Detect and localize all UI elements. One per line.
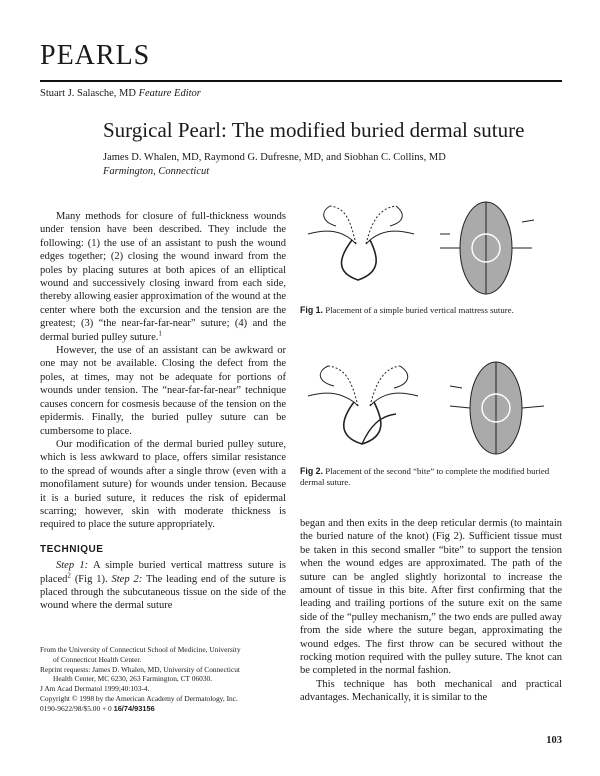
citation: J Am Acad Dermatol 1999;40:103-4. <box>40 684 150 694</box>
affiliation-line-1: From the University of Connecticut School of Medicine, University <box>40 645 241 654</box>
paragraph-1: Many methods for closure of full-thickness wounds under tension have been described. They include the following: (1) the use of an assistant to push the wound edges together; (2) closing the wound inward from the poles by placing sutures at both apices of an elliptical wound and successively closing inward from each side, thereby allowing easier approximation of the wound at the center where both the excursion and the tension are the greatest; (3) “the near-far-far-near” suture; (4) and the dermal buried pulley suture.$^1$ <box>40 211 286 343</box>
figure-2-illustration <box>300 356 562 456</box>
figure-1-illustration <box>300 200 562 296</box>
page-number: 103 <box>546 735 562 746</box>
affiliation-line-2: of Connecticut Health Center. <box>53 654 142 664</box>
left-column <box>40 210 286 613</box>
reference-1: 1 <box>158 329 162 338</box>
issn-code: 16/74/93156 <box>113 703 155 713</box>
article-authors: James D. Whalen, MD, Raymond G. Dufresne, MD, and Siobhan C. Collins, MD <box>103 152 446 163</box>
reference-2: 2 <box>67 571 71 580</box>
section-heading-technique: TECHNIQUE <box>40 543 104 555</box>
right-column <box>300 517 562 705</box>
footnotes <box>40 645 290 714</box>
journal-name: PEARLS <box>40 40 151 71</box>
paragraph-2: However, the use of an assistant can be awkward or one may not be available. Closing the defect from the poles, at times, may not be adequate for portions of wounds under tension. The “near-far-far-near” technique causes concern for cosmesis because of the tension on the epidermis. Finally, the buried pulley suture can be cumbersome to place. <box>40 345 286 437</box>
reprint-line-2: Health Center, MC 6230, 263 Farmington, CT 06030. <box>53 674 213 684</box>
feature-editor-line <box>40 88 201 99</box>
editor-role: Feature Editor <box>138 88 201 99</box>
technique-paragraph: Step 1: A simple buried vertical mattress suture is placed$^2$ (Fig 1). Step 2: The leading end of the suture is placed through the subcutaneous tissue on the side of the wound where the dermal suture <box>40 560 287 612</box>
figure-2-caption: Fig 2. Placement of the second “bite” to complete the modified buried dermal suture. <box>300 466 550 487</box>
author-location: Farmington, Connecticut <box>103 166 210 177</box>
editor-name: Stuart J. Salasche, MD <box>40 88 136 99</box>
step2-label: Step 2: <box>111 573 143 585</box>
paragraph-3: Our modification of the dermal buried pulley suture, which is less awkward to place, offers similar resistance to the spread of wounds after a single throw (even with a monofilament suture) for wounds under tension. Because it is a buried suture, it reduces the risk of epidermal scarring; however, skin with moderate thickness is required to place the suture appropriately. <box>40 438 286 531</box>
header-rule <box>40 80 562 82</box>
advantages-paragraph: This technique has both mechanical and practical advantages. Mechanically, it is similar to the <box>300 678 562 704</box>
reprint-line-1: Reprint requests: James D. Whalen, MD, University of Connecticut <box>40 664 240 674</box>
issn-line: 0190-9622/98/$5.00 + 0 16/74/93156 <box>40 703 155 713</box>
continued-paragraph: began and then exits in the deep reticular dermis (to maintain the buried nature of the knot) (Fig 2). Sufficient tissue must be taken in this second smaller “bite” to support the tension when the wound edges are approximated. The path of the suture can be angled slightly horizontal to increase the amount of tissue in this bite. After first confirming that the leading and trailing portions of the suture exit on the same side of the “pulley mechanism,” the two ends are pulled away from the side where the suture began, approximating the wound edges. The first throw can be secured without the rocking motion required with the pulley suture. The knot can be completed in the normal fashion. <box>300 518 562 677</box>
step1-label: Step 1: <box>56 560 89 572</box>
figure-1-caption: Fig 1. Placement of a simple buried vertical mattress suture. <box>300 305 514 315</box>
article-title: Surgical Pearl: The modified buried dermal suture <box>103 118 525 142</box>
copyright: Copyright © 1998 by the American Academy of Dermatology, Inc. <box>40 693 238 703</box>
